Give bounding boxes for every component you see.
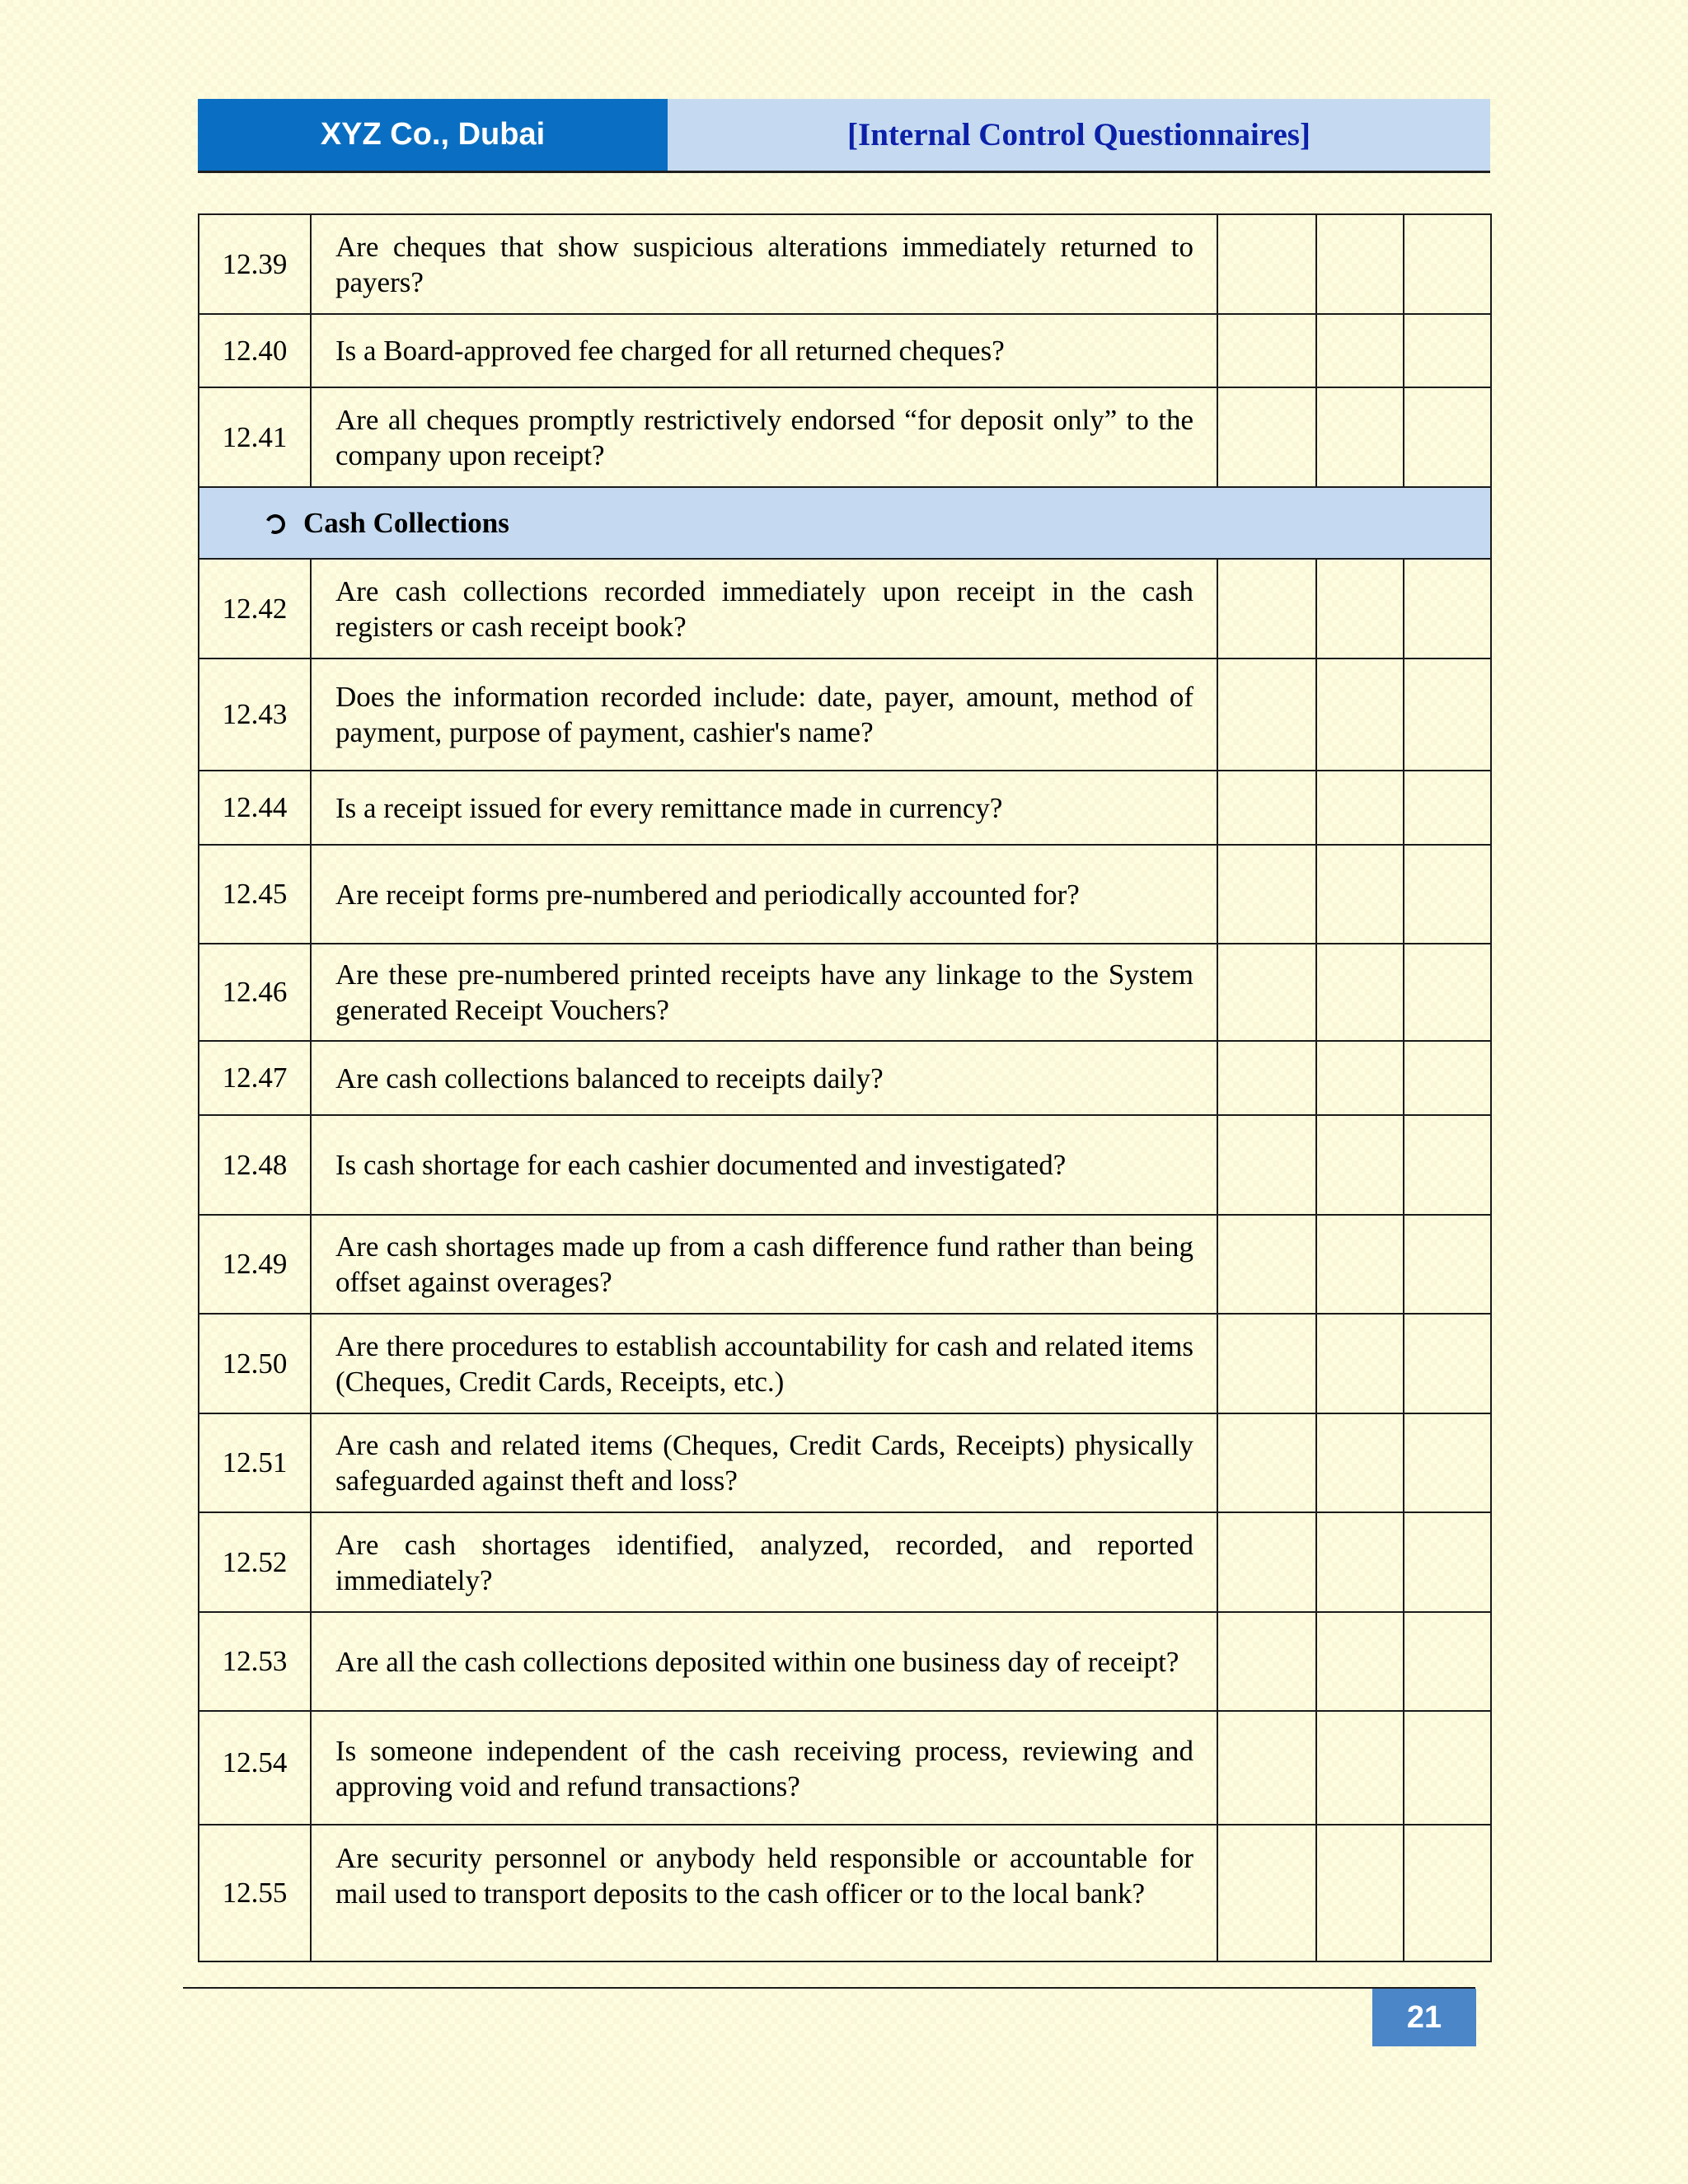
answer-cell-na[interactable]	[1404, 845, 1491, 944]
table-row	[199, 559, 1491, 658]
table-row	[199, 1215, 1491, 1314]
answer-cell-na[interactable]	[1404, 314, 1491, 387]
answer-cell-yes[interactable]	[1217, 214, 1316, 314]
table-row	[199, 1512, 1491, 1612]
item-number: 12.43	[199, 658, 311, 771]
item-number: 12.44	[199, 771, 311, 845]
item-number: 12.52	[199, 1512, 311, 1612]
table-row	[199, 1115, 1491, 1215]
answer-cell-yes[interactable]	[1217, 1711, 1316, 1825]
question-text: Is someone independent of the cash receiving process, reviewing and approving void and refund transactions?	[311, 1711, 1217, 1825]
answer-cell-yes[interactable]	[1217, 1041, 1316, 1115]
answer-cell-na[interactable]	[1404, 1115, 1491, 1215]
question-text: Does the information recorded include: date, payer, amount, method of payment, purpose of payment, cashier's name?	[311, 658, 1217, 771]
answer-cell-na[interactable]	[1404, 1041, 1491, 1115]
question-text: Are cash collections recorded immediately upon receipt in the cash registers or cash receipt book?	[311, 559, 1217, 658]
item-number: 12.54	[199, 1711, 311, 1825]
item-number: 12.40	[199, 314, 311, 387]
answer-cell-na[interactable]	[1404, 658, 1491, 771]
table-row	[199, 1413, 1491, 1512]
table-row	[199, 1825, 1491, 1961]
answer-cell-no[interactable]	[1316, 559, 1404, 658]
answer-cell-no[interactable]	[1316, 1215, 1404, 1314]
item-number: 12.39	[199, 214, 311, 314]
circle-bullet-icon	[263, 511, 288, 537]
item-number: 12.41	[199, 387, 311, 487]
table-row	[199, 387, 1491, 487]
answer-cell-yes[interactable]	[1217, 314, 1316, 387]
item-number: 12.50	[199, 1314, 311, 1413]
answer-cell-no[interactable]	[1316, 1711, 1404, 1825]
item-number: 12.51	[199, 1413, 311, 1512]
answer-cell-na[interactable]	[1404, 1215, 1491, 1314]
question-text: Are cash and related items (Cheques, Credit Cards, Receipts) physically safeguarded against theft and loss?	[311, 1413, 1217, 1512]
answer-cell-na[interactable]	[1404, 1413, 1491, 1512]
question-text: Are all the cash collections deposited within one business day of receipt?	[311, 1612, 1217, 1711]
answer-cell-no[interactable]	[1316, 771, 1404, 845]
answer-cell-na[interactable]	[1404, 387, 1491, 487]
item-number: 12.46	[199, 944, 311, 1041]
answer-cell-no[interactable]	[1316, 387, 1404, 487]
answer-cell-na[interactable]	[1404, 771, 1491, 845]
question-text: Are receipt forms pre-numbered and periodically accounted for?	[311, 845, 1217, 944]
answer-cell-na[interactable]	[1404, 1612, 1491, 1711]
item-number: 12.49	[199, 1215, 311, 1314]
answer-cell-no[interactable]	[1316, 214, 1404, 314]
footer-divider	[183, 1987, 1475, 1989]
question-text: Are cash collections balanced to receipts daily?	[311, 1041, 1217, 1115]
question-text: Are security personnel or anybody held responsible or accountable for mail used to transport deposits to the cash officer or to the local bank?	[311, 1825, 1217, 1961]
table-row	[199, 845, 1491, 944]
answer-cell-yes[interactable]	[1217, 1512, 1316, 1612]
table-row	[199, 944, 1491, 1041]
table-row	[199, 1314, 1491, 1413]
answer-cell-na[interactable]	[1404, 1314, 1491, 1413]
answer-cell-yes[interactable]	[1217, 1314, 1316, 1413]
section-title: Cash Collections	[199, 487, 1491, 559]
table-row	[199, 214, 1491, 314]
question-text: Are cash shortages identified, analyzed, recorded, and reported immediately?	[311, 1512, 1217, 1612]
answer-cell-na[interactable]	[1404, 944, 1491, 1041]
table-row	[199, 771, 1491, 845]
answer-cell-no[interactable]	[1316, 944, 1404, 1041]
table-row	[199, 658, 1491, 771]
answer-cell-yes[interactable]	[1217, 1115, 1316, 1215]
question-text: Is cash shortage for each cashier documented and investigated?	[311, 1115, 1217, 1215]
question-text: Are these pre-numbered printed receipts have any linkage to the System generated Receipt Vouchers?	[311, 944, 1217, 1041]
table-row	[199, 1612, 1491, 1711]
table-row	[199, 1711, 1491, 1825]
page-header	[198, 99, 1490, 173]
question-text: Are there procedures to establish accountability for cash and related items (Cheques, Credit Cards, Receipts, etc.)	[311, 1314, 1217, 1413]
answer-cell-no[interactable]	[1316, 314, 1404, 387]
answer-cell-na[interactable]	[1404, 1512, 1491, 1612]
question-text: Are cheques that show suspicious alterations immediately returned to payers?	[311, 214, 1217, 314]
answer-cell-yes[interactable]	[1217, 559, 1316, 658]
answer-cell-no[interactable]	[1316, 658, 1404, 771]
answer-cell-no[interactable]	[1316, 1825, 1404, 1961]
answer-cell-yes[interactable]	[1217, 658, 1316, 771]
answer-cell-yes[interactable]	[1217, 387, 1316, 487]
item-number: 12.55	[199, 1825, 311, 1961]
company-name: XYZ Co., Dubai	[198, 99, 668, 171]
answer-cell-no[interactable]	[1316, 1314, 1404, 1413]
answer-cell-yes[interactable]	[1217, 1612, 1316, 1711]
answer-cell-no[interactable]	[1316, 845, 1404, 944]
questionnaire-table	[198, 213, 1492, 1962]
table-row	[199, 314, 1491, 387]
answer-cell-no[interactable]	[1316, 1115, 1404, 1215]
item-number: 12.53	[199, 1612, 311, 1711]
answer-cell-yes[interactable]	[1217, 1413, 1316, 1512]
document-title: [Internal Control Questionnaires]	[668, 99, 1490, 171]
item-number: 12.42	[199, 559, 311, 658]
answer-cell-yes[interactable]	[1217, 845, 1316, 944]
answer-cell-no[interactable]	[1316, 1512, 1404, 1612]
answer-cell-yes[interactable]	[1217, 771, 1316, 845]
answer-cell-no[interactable]	[1316, 1041, 1404, 1115]
item-number: 12.47	[199, 1041, 311, 1115]
answer-cell-yes[interactable]	[1217, 944, 1316, 1041]
answer-cell-na[interactable]	[1404, 1825, 1491, 1961]
question-text: Is a Board-approved fee charged for all returned cheques?	[311, 314, 1217, 387]
item-number: 12.48	[199, 1115, 311, 1215]
answer-cell-yes[interactable]	[1217, 1825, 1316, 1961]
item-number: 12.45	[199, 845, 311, 944]
answer-cell-no[interactable]	[1316, 1413, 1404, 1512]
page-number: 21	[1372, 1989, 1476, 2046]
question-text: Is a receipt issued for every remittance made in currency?	[311, 771, 1217, 845]
answer-cell-na[interactable]	[1404, 559, 1491, 658]
question-text: Are cash shortages made up from a cash difference fund rather than being offset against overages?	[311, 1215, 1217, 1314]
answer-cell-no[interactable]	[1316, 1612, 1404, 1711]
answer-cell-yes[interactable]	[1217, 1215, 1316, 1314]
question-text: Are all cheques promptly restrictively endorsed “for deposit only” to the company upon receipt?	[311, 387, 1217, 487]
answer-cell-na[interactable]	[1404, 214, 1491, 314]
section-header-row	[199, 487, 1491, 559]
answer-cell-na[interactable]	[1404, 1711, 1491, 1825]
table-row	[199, 1041, 1491, 1115]
